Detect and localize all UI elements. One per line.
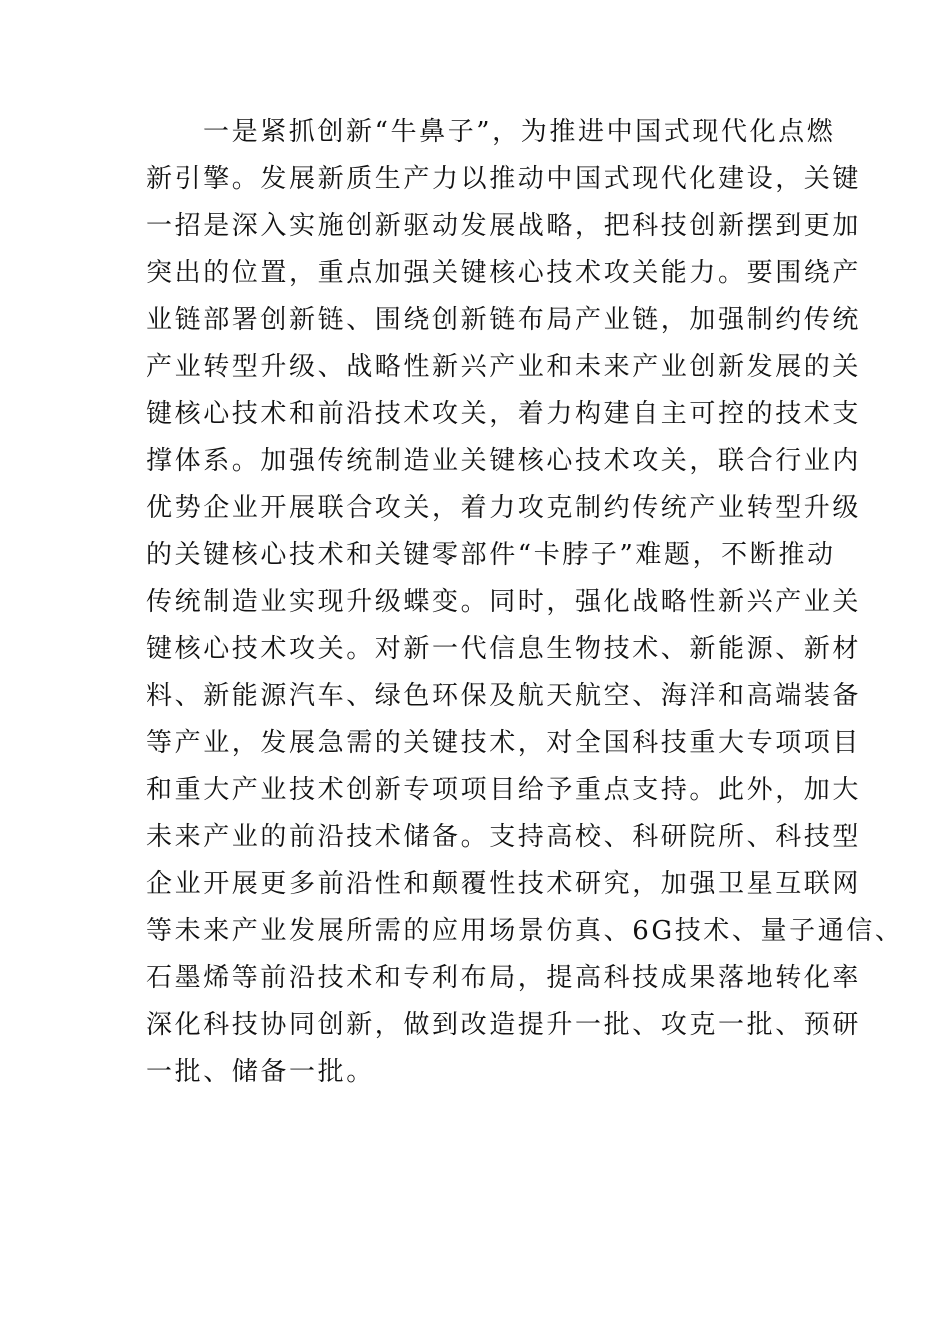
paragraph-line-6: 产业转型升级、战略性新兴产业和未来产业创新发展的关: [146, 352, 862, 382]
paragraph-line-9: 优势企业开展联合攻关，着力攻克制约传统产业转型升级: [146, 493, 862, 523]
paragraph-line-4: 突出的位置，重点加强关键核心技术攻关能力。要围绕产: [146, 258, 862, 288]
paragraph-line-17: 企业开展更多前沿性和颠覆性技术研究，加强卫星互联网: [146, 869, 862, 899]
body-paragraph: [146, 109, 904, 1096]
paragraph-line-21: 一批、储备一批。: [146, 1057, 375, 1087]
paragraph-line-16: 未来产业的前沿技术储备。支持高校、科研院所、科技型: [146, 822, 862, 852]
paragraph-line-14: 等产业，发展急需的关键技术，对全国科技重大专项项目: [146, 728, 862, 758]
paragraph-line-3: 一招是深入实施创新驱动发展战略，把科技创新摆到更加: [146, 211, 862, 241]
paragraph-line-1: 一是紧抓创新“牛鼻子”，为推进中国式现代化点燃: [203, 117, 836, 147]
paragraph-line-5: 业链部署创新链、围绕创新链布局产业链，加强制约传统: [146, 305, 862, 335]
paragraph-line-8: 撑体系。加强传统制造业关键核心技术攻关，联合行业内: [146, 446, 862, 476]
paragraph-line-7: 键核心技术和前沿技术攻关，着力构建自主可控的技术支: [146, 399, 862, 429]
paragraph-line-12: 键核心技术攻关。对新一代信息生物技术、新能源、新材: [146, 634, 862, 664]
paragraph-line-2: 新引擎。发展新质生产力以推动中国式现代化建设，关键: [146, 164, 862, 194]
paragraph-line-15: 和重大产业技术创新专项项目给予重点支持。此外，加大: [146, 775, 862, 805]
paragraph-line-10: 的关键核心技术和关键零部件“卡脖子”难题，不断推动: [146, 540, 836, 570]
paragraph-line-11: 传统制造业实现升级蝶变。同时，强化战略性新兴产业关: [146, 587, 862, 617]
paragraph-line-13: 料、新能源汽车、绿色环保及航天航空、海洋和高端装备: [146, 681, 862, 711]
paragraph-line-20: 深化科技协同创新，做到改造提升一批、攻克一批、预研: [146, 1010, 862, 1040]
paragraph-line-19: 石墨烯等前沿技术和专利布局，提高科技成果落地转化率: [146, 963, 862, 993]
paragraph-line-18: 等未来产业发展所需的应用场景仿真、6G技术、量子通信、: [146, 916, 904, 946]
